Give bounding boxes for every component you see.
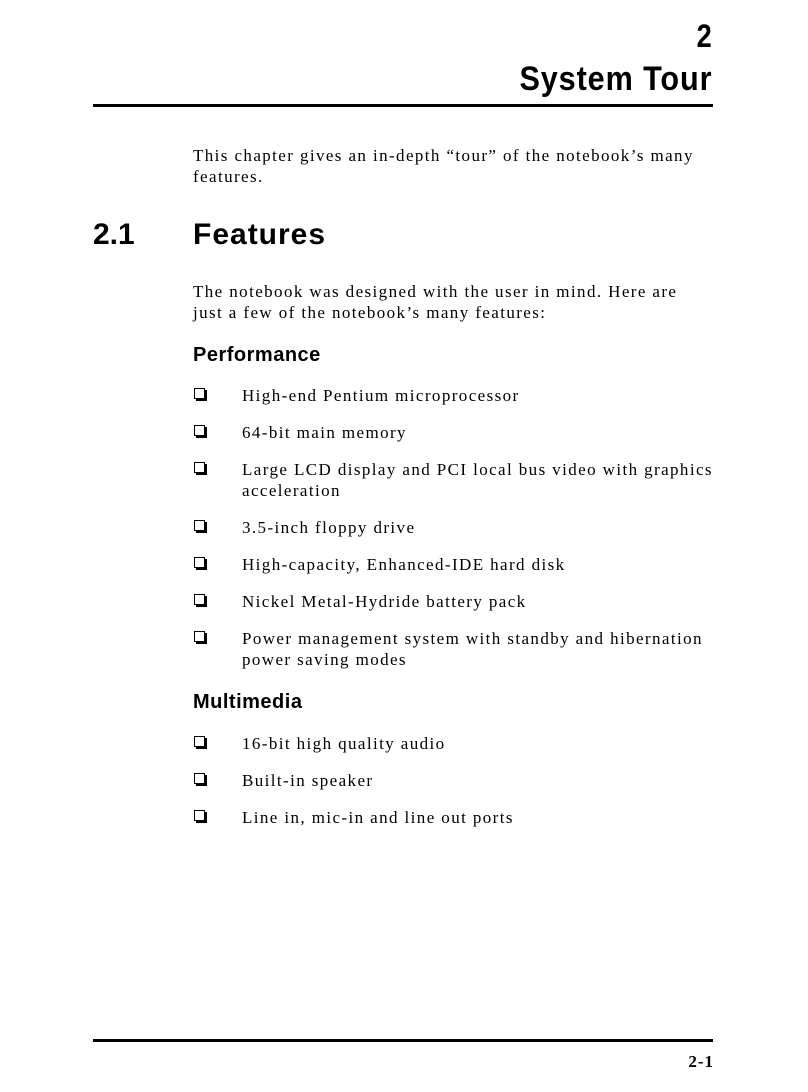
list-item [193, 459, 713, 501]
checkbox-bullet-icon [194, 631, 205, 642]
performance-list [193, 385, 713, 670]
list-item-text: Nickel Metal-Hydride battery pack [242, 592, 527, 611]
page-number: 2-1 [688, 1052, 714, 1071]
list-item-text: Large LCD display and PCI local bus video with graphics acceleration [242, 460, 713, 500]
section-intro: The notebook was designed with the user in mind. Here are just a few of the notebook’s many features: [193, 282, 678, 322]
checkbox-bullet-icon [194, 773, 205, 784]
list-item-text: High-capacity, Enhanced-IDE hard disk [242, 555, 566, 574]
list-item-text: Built-in speaker [242, 771, 374, 790]
list-item-text: Line in, mic-in and line out ports [242, 808, 514, 827]
performance-heading: Performance [193, 344, 321, 366]
chapter-intro: This chapter gives an in-depth “tour” of the notebook’s many features. [193, 146, 694, 186]
list-item [193, 554, 713, 575]
checkbox-bullet-icon [194, 594, 205, 605]
list-item-text: 16-bit high quality audio [242, 734, 446, 753]
list-item-text: 64-bit main memory [242, 423, 407, 442]
section-title: Features [193, 218, 327, 251]
checkbox-bullet-icon [194, 425, 205, 436]
chapter-number: 2 [696, 18, 712, 54]
checkbox-bullet-icon [194, 520, 205, 531]
list-item [193, 591, 713, 612]
list-item-text: 3.5-inch floppy drive [242, 518, 416, 537]
list-item [193, 385, 713, 406]
list-item [193, 770, 713, 791]
multimedia-heading: Multimedia [193, 691, 303, 713]
checkbox-bullet-icon [194, 462, 205, 473]
bottom-rule [93, 1039, 713, 1042]
list-item-text: High-end Pentium microprocessor [242, 386, 520, 405]
chapter-title: System Tour [519, 60, 712, 98]
list-item [193, 628, 713, 670]
list-item [193, 517, 713, 538]
checkbox-bullet-icon [194, 388, 205, 399]
list-item [193, 807, 713, 828]
multimedia-list [193, 733, 713, 828]
top-rule [93, 104, 713, 107]
checkbox-bullet-icon [194, 557, 205, 568]
checkbox-bullet-icon [194, 810, 205, 821]
list-item [193, 733, 713, 754]
checkbox-bullet-icon [194, 736, 205, 747]
list-item-text: Power management system with standby and hibernation power saving modes [242, 629, 703, 669]
list-item [193, 422, 713, 443]
section-number: 2.1 [93, 218, 135, 251]
